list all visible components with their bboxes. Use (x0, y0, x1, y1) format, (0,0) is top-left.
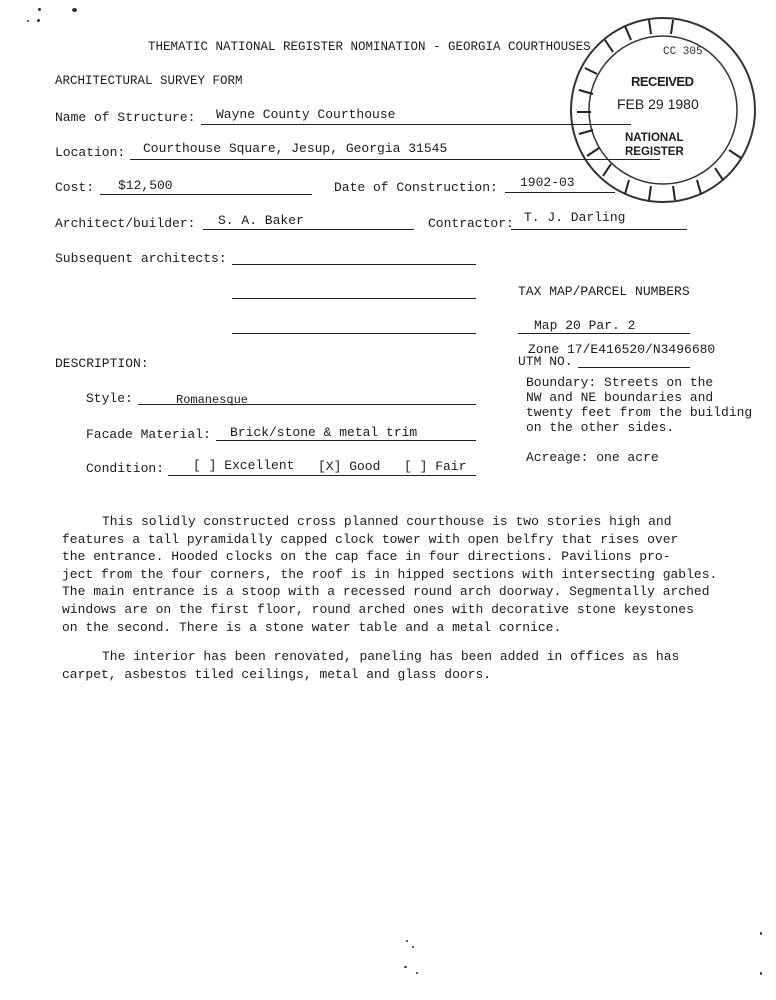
paragraph-line: The main entrance is a stoop with a recessed round arch doorway. Segmentally arched (62, 584, 710, 600)
stamp-date: FEB 29 1980 (617, 96, 699, 112)
acreage: Acreage: one acre (526, 450, 659, 465)
location-label: Location: (55, 145, 126, 160)
description-label: DESCRIPTION: (55, 356, 149, 371)
architect-value: S. A. Baker (218, 213, 304, 228)
subsequent-rule-3 (232, 333, 476, 334)
paragraph-line: The interior has been renovated, paneling has been added in offices as has (102, 649, 680, 664)
facade-value: Brick/stone & metal trim (230, 425, 418, 440)
paragraph-line: ject from the four corners, the roof is in hipped sections with intersecting gables. (62, 566, 718, 582)
description-paragraph-2 (62, 648, 702, 683)
form-title: THEMATIC NATIONAL REGISTER NOMINATION - GEORGIA COURTHOUSES (148, 40, 591, 54)
stamp-received: RECEIVED (631, 74, 694, 89)
tax-rule (518, 333, 690, 334)
style-label: Style: (86, 391, 133, 406)
condition-excellent: [ ] Excellent (193, 458, 295, 473)
name-label: Name of Structure: (55, 110, 196, 125)
received-stamp (545, 8, 776, 218)
stamp-ring-icon (545, 8, 776, 218)
facade-rule (216, 440, 476, 441)
date-value: 1902-03 (520, 175, 575, 190)
paragraph-line: windows are on the first floor, round arched ones with decorative stone keystones (62, 601, 694, 617)
subsequent-label: Subsequent architects: (55, 251, 227, 266)
location-value: Courthouse Square, Jesup, Georgia 31545 (143, 141, 448, 156)
paragraph-line: carpet, asbestos tiled ceilings, metal and glass doors. (62, 666, 492, 682)
location-rule (130, 159, 660, 160)
stamp-ref: CC 305 (663, 46, 703, 58)
paragraph-line: the entrance. Hooded clocks on the cap face in four directions. Pavilions pro- (62, 549, 671, 565)
form-name: ARCHITECTURAL SURVEY FORM (55, 74, 243, 88)
paragraph-line: features a tall pyramidally capped clock tower with open belfry that rises over (62, 531, 679, 547)
cost-value: $12,500 (118, 178, 173, 193)
boundary-line: on the other sides. (526, 420, 675, 435)
contractor-rule (511, 229, 687, 230)
utm-zone: Zone 17/E416520/N3496680 (528, 342, 716, 357)
architect-rule (203, 229, 414, 230)
paragraph-line: on the second. There is a stone water table and a metal cornice. (62, 619, 562, 635)
contractor-label: Contractor: (428, 216, 514, 231)
cost-rule (100, 194, 312, 195)
date-label: Date of Construction: (334, 180, 498, 195)
tax-value: Map 20 Par. 2 (534, 318, 636, 333)
style-value: Romanesque (176, 393, 249, 407)
subsequent-rule-1 (232, 264, 476, 265)
condition-rule (168, 475, 476, 476)
date-rule (505, 192, 615, 193)
subsequent-rule-2 (232, 298, 476, 299)
name-value: Wayne County Courthouse (216, 107, 396, 122)
cost-label: Cost: (55, 180, 95, 195)
boundary-text (526, 375, 752, 435)
contractor-value: T. J. Darling (524, 210, 626, 225)
stamp-register: REGISTER (625, 146, 684, 158)
utm-rule (578, 367, 690, 368)
name-rule (201, 124, 631, 125)
boundary-line: NW and NE boundaries and (526, 390, 714, 405)
condition-label: Condition: (86, 461, 165, 476)
paragraph-line: This solidly constructed cross planned courthouse is two stories high and (102, 514, 672, 529)
condition-good: [X] Good (318, 459, 381, 474)
boundary-line: twenty feet from the building (526, 405, 753, 420)
condition-fair: [ ] Fair (404, 459, 467, 474)
boundary-line: Boundary: Streets on the (526, 375, 714, 390)
architect-label: Architect/builder: (55, 216, 196, 231)
facade-label: Facade Material: (86, 427, 211, 442)
utm-label: UTM NO. (518, 354, 573, 369)
description-paragraph-1 (62, 513, 718, 636)
stamp-national: NATIONAL (625, 132, 684, 144)
tax-label: TAX MAP/PARCEL NUMBERS (518, 284, 690, 299)
